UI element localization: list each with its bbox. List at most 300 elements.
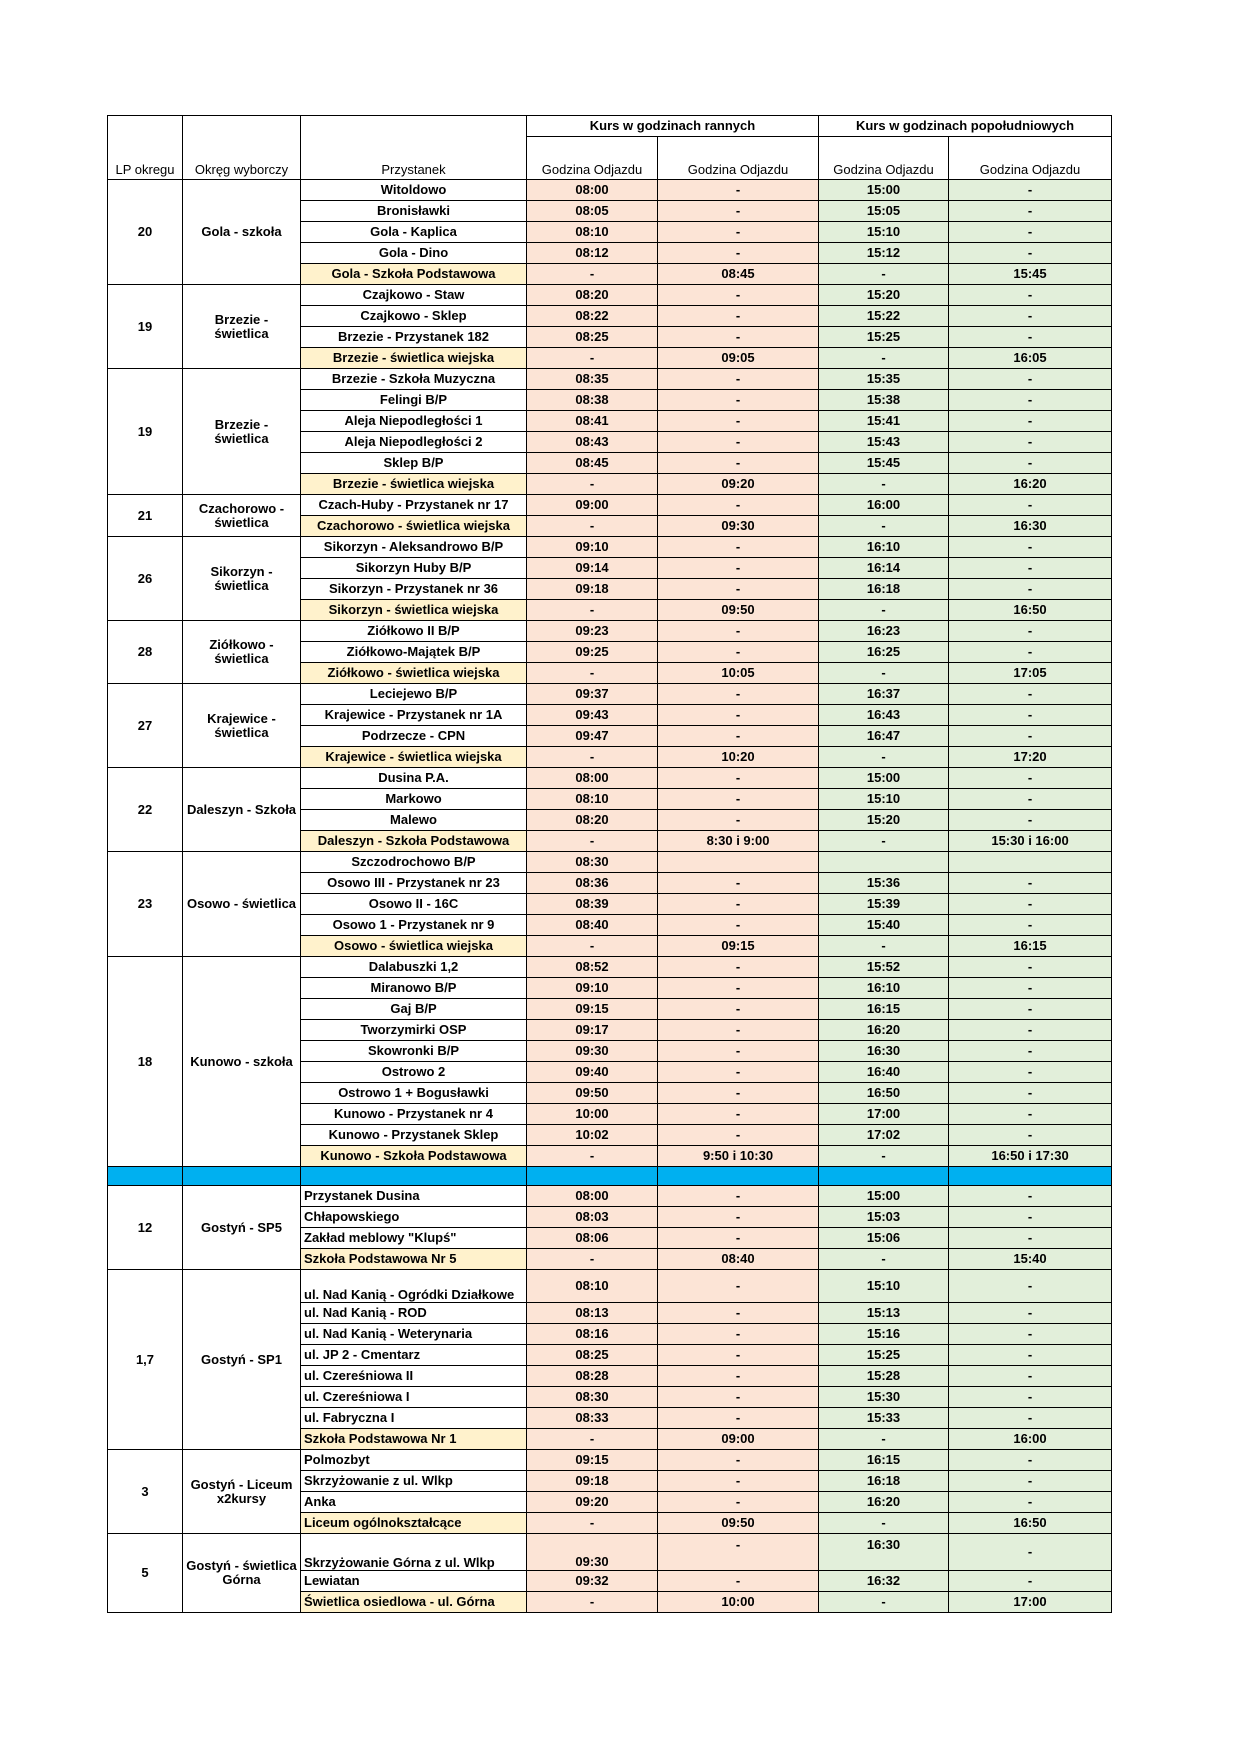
destination-stop: Czachorowo - świetlica wiejska bbox=[301, 516, 527, 537]
departure-afternoon-1: - bbox=[819, 1513, 949, 1534]
departure-afternoon-1: 16:47 bbox=[819, 726, 949, 747]
departure-afternoon-1: 16:50 bbox=[819, 1083, 949, 1104]
departure-afternoon-1: - bbox=[819, 516, 949, 537]
district-number: 23 bbox=[108, 852, 183, 957]
departure-morning-2: - bbox=[658, 810, 819, 831]
departure-morning-1: 08:06 bbox=[527, 1228, 658, 1249]
departure-afternoon-2: - bbox=[949, 243, 1112, 264]
departure-afternoon-2: - bbox=[949, 873, 1112, 894]
stop-name: Aleja Niepodległości 2 bbox=[301, 432, 527, 453]
departure-afternoon-2: - bbox=[949, 621, 1112, 642]
stop-name: Tworzymirki OSP bbox=[301, 1020, 527, 1041]
header-lp: LP okregu bbox=[108, 116, 183, 180]
destination-stop: Gola - Szkoła Podstawowa bbox=[301, 264, 527, 285]
departure-afternoon-1: 16:20 bbox=[819, 1020, 949, 1041]
departure-afternoon-2: - bbox=[949, 1345, 1112, 1366]
departure-afternoon-2: - bbox=[949, 1020, 1112, 1041]
departure-afternoon-2: - bbox=[949, 705, 1112, 726]
departure-morning-2: - bbox=[658, 1228, 819, 1249]
departure-afternoon-2: - bbox=[949, 1471, 1112, 1492]
district-number: 26 bbox=[108, 537, 183, 621]
departure-morning-2: - bbox=[658, 1471, 819, 1492]
departure-afternoon-1: 15:38 bbox=[819, 390, 949, 411]
stop-name: Sikorzyn - Aleksandrowo B/P bbox=[301, 537, 527, 558]
departure-morning-2: - bbox=[658, 579, 819, 600]
departure-afternoon-1: 15:33 bbox=[819, 1408, 949, 1429]
departure-afternoon-2: - bbox=[949, 1207, 1112, 1228]
header-dep-afternoon-1: Godzina Odjazdu bbox=[819, 137, 949, 180]
departure-morning-1: 09:47 bbox=[527, 726, 658, 747]
departure-afternoon-2: - bbox=[949, 1324, 1112, 1345]
departure-morning-2: - bbox=[658, 873, 819, 894]
section-separator bbox=[108, 1167, 1112, 1186]
departure-afternoon-2: - bbox=[949, 894, 1112, 915]
stop-name: Kunowo - Przystanek Sklep bbox=[301, 1125, 527, 1146]
district-number: 21 bbox=[108, 495, 183, 537]
stop-name: Skrzyżowanie z ul. Wlkp bbox=[301, 1471, 527, 1492]
stop-name: Lewiatan bbox=[301, 1571, 527, 1592]
departure-morning-2: - bbox=[658, 222, 819, 243]
stop-name: Szczodrochowo B/P bbox=[301, 852, 527, 873]
departure-morning-1: 10:02 bbox=[527, 1125, 658, 1146]
departure-morning-1: - bbox=[527, 474, 658, 495]
departure-afternoon-2: - bbox=[949, 306, 1112, 327]
district-number: 19 bbox=[108, 369, 183, 495]
stop-name: Witoldowo bbox=[301, 180, 527, 201]
departure-afternoon-2: 15:45 bbox=[949, 264, 1112, 285]
destination-stop: Liceum ogólnokształcące bbox=[301, 1513, 527, 1534]
departure-morning-2: - bbox=[658, 705, 819, 726]
district-number: 19 bbox=[108, 285, 183, 369]
header-stop: Przystanek bbox=[301, 116, 527, 180]
district-name: Ziółkowo - świetlica bbox=[183, 621, 301, 684]
departure-morning-1: 08:41 bbox=[527, 411, 658, 432]
departure-afternoon-2: 17:05 bbox=[949, 663, 1112, 684]
stop-name: Sikorzyn Huby B/P bbox=[301, 558, 527, 579]
departure-morning-1: - bbox=[527, 663, 658, 684]
departure-morning-1: - bbox=[527, 1249, 658, 1270]
header-row-groups bbox=[108, 116, 1112, 137]
departure-morning-1: 08:13 bbox=[527, 1303, 658, 1324]
departure-morning-2: 09:00 bbox=[658, 1429, 819, 1450]
departure-morning-1: 09:50 bbox=[527, 1083, 658, 1104]
departure-afternoon-1: 16:10 bbox=[819, 537, 949, 558]
departure-afternoon-2: - bbox=[949, 1450, 1112, 1471]
departure-morning-2: - bbox=[658, 1041, 819, 1062]
departure-afternoon-1: 15:12 bbox=[819, 243, 949, 264]
departure-morning-2: - bbox=[658, 1186, 819, 1207]
departure-afternoon-1: 15:28 bbox=[819, 1366, 949, 1387]
departure-morning-1: 08:20 bbox=[527, 285, 658, 306]
table-row bbox=[108, 537, 1112, 558]
departure-afternoon-2: - bbox=[949, 432, 1112, 453]
departure-morning-2: - bbox=[658, 1104, 819, 1125]
district-name: Gostyń - SP1 bbox=[183, 1270, 301, 1450]
departure-afternoon-1: 16:25 bbox=[819, 642, 949, 663]
departure-afternoon-1: - bbox=[819, 1146, 949, 1167]
stop-name: Skrzyżowanie Górna z ul. Wlkp bbox=[301, 1534, 527, 1571]
stop-name: Chłapowskiego bbox=[301, 1207, 527, 1228]
departure-morning-1: 09:32 bbox=[527, 1571, 658, 1592]
departure-afternoon-2: - bbox=[949, 285, 1112, 306]
departure-morning-1: 09:14 bbox=[527, 558, 658, 579]
departure-morning-2: - bbox=[658, 768, 819, 789]
departure-morning-1: - bbox=[527, 1592, 658, 1613]
stop-name: Czajkowo - Staw bbox=[301, 285, 527, 306]
departure-afternoon-2: - bbox=[949, 537, 1112, 558]
departure-morning-1: 09:17 bbox=[527, 1020, 658, 1041]
departure-afternoon-1: 16:18 bbox=[819, 579, 949, 600]
departure-afternoon-1: 15:45 bbox=[819, 453, 949, 474]
departure-afternoon-1: 15:03 bbox=[819, 1207, 949, 1228]
departure-morning-2: 09:15 bbox=[658, 936, 819, 957]
departure-morning-2: - bbox=[658, 243, 819, 264]
departure-morning-2: - bbox=[658, 621, 819, 642]
stop-name: Osowo II - 16C bbox=[301, 894, 527, 915]
district-name: Gostyń - Liceum x2kursy bbox=[183, 1450, 301, 1534]
district-name: Brzezie - świetlica bbox=[183, 369, 301, 495]
departure-afternoon-2: - bbox=[949, 1303, 1112, 1324]
departure-afternoon-1: 17:00 bbox=[819, 1104, 949, 1125]
departure-afternoon-1: 16:18 bbox=[819, 1471, 949, 1492]
departure-morning-2: - bbox=[658, 285, 819, 306]
district-number: 3 bbox=[108, 1450, 183, 1534]
departure-morning-1: - bbox=[527, 516, 658, 537]
destination-stop: Krajewice - świetlica wiejska bbox=[301, 747, 527, 768]
departure-morning-2: - bbox=[658, 915, 819, 936]
departure-morning-2: - bbox=[658, 1207, 819, 1228]
departure-morning-1: 09:23 bbox=[527, 621, 658, 642]
departure-afternoon-2: 16:15 bbox=[949, 936, 1112, 957]
departure-afternoon-2: - bbox=[949, 957, 1112, 978]
separator-cell bbox=[819, 1167, 949, 1186]
stop-name: Gola - Kaplica bbox=[301, 222, 527, 243]
departure-morning-1: 09:15 bbox=[527, 999, 658, 1020]
district-name: Osowo - świetlica bbox=[183, 852, 301, 957]
departure-afternoon-2: 16:30 bbox=[949, 516, 1112, 537]
departure-morning-1: 08:35 bbox=[527, 369, 658, 390]
departure-afternoon-1: - bbox=[819, 600, 949, 621]
departure-afternoon-1: - bbox=[819, 1592, 949, 1613]
table-row bbox=[108, 852, 1112, 873]
stop-name: Osowo III - Przystanek nr 23 bbox=[301, 873, 527, 894]
timetable-sheet bbox=[107, 115, 1111, 1613]
stop-name: ul. Nad Kanią - ROD bbox=[301, 1303, 527, 1324]
departure-morning-2: - bbox=[658, 1083, 819, 1104]
departure-afternoon-1: 15:40 bbox=[819, 915, 949, 936]
departure-afternoon-2: - bbox=[949, 180, 1112, 201]
departure-morning-2: - bbox=[658, 1345, 819, 1366]
departure-morning-2: - bbox=[658, 1387, 819, 1408]
departure-morning-2: - bbox=[658, 726, 819, 747]
departure-afternoon-2: - bbox=[949, 1534, 1112, 1571]
departure-morning-2: - bbox=[658, 558, 819, 579]
stop-name: Brzezie - Przystanek 182 bbox=[301, 327, 527, 348]
separator-cell bbox=[183, 1167, 301, 1186]
departure-afternoon-1: 16:32 bbox=[819, 1571, 949, 1592]
stop-name: Podrzecze - CPN bbox=[301, 726, 527, 747]
stop-name: Dusina P.A. bbox=[301, 768, 527, 789]
departure-afternoon-1: - bbox=[819, 1429, 949, 1450]
table-row bbox=[108, 768, 1112, 789]
table-row bbox=[108, 369, 1112, 390]
stop-name: Dalabuszki 1,2 bbox=[301, 957, 527, 978]
departure-morning-1: 09:00 bbox=[527, 495, 658, 516]
departure-afternoon-2: - bbox=[949, 999, 1112, 1020]
departure-morning-1: - bbox=[527, 747, 658, 768]
departure-morning-2: - bbox=[658, 327, 819, 348]
departure-afternoon-1: 16:30 bbox=[819, 1534, 949, 1571]
departure-morning-2: - bbox=[658, 432, 819, 453]
departure-afternoon-2: - bbox=[949, 1228, 1112, 1249]
departure-morning-2: 09:50 bbox=[658, 1513, 819, 1534]
district-name: Gola - szkoła bbox=[183, 180, 301, 285]
departure-morning-2: 10:20 bbox=[658, 747, 819, 768]
departure-afternoon-2: - bbox=[949, 978, 1112, 999]
departure-morning-2: - bbox=[658, 369, 819, 390]
departure-morning-1: 09:37 bbox=[527, 684, 658, 705]
departure-afternoon-2: - bbox=[949, 915, 1112, 936]
departure-morning-2: 09:05 bbox=[658, 348, 819, 369]
departure-afternoon-1: 15:30 bbox=[819, 1387, 949, 1408]
departure-morning-1: 08:00 bbox=[527, 768, 658, 789]
departure-afternoon-2: - bbox=[949, 327, 1112, 348]
departure-morning-2: - bbox=[658, 411, 819, 432]
departure-morning-1: 08:39 bbox=[527, 894, 658, 915]
departure-afternoon-1: 16:20 bbox=[819, 1492, 949, 1513]
departure-morning-1: 08:36 bbox=[527, 873, 658, 894]
departure-afternoon-1: 16:43 bbox=[819, 705, 949, 726]
departure-morning-2: - bbox=[658, 999, 819, 1020]
stop-name: Markowo bbox=[301, 789, 527, 810]
district-number: 12 bbox=[108, 1186, 183, 1270]
departure-morning-1: 08:52 bbox=[527, 957, 658, 978]
departure-afternoon-2: - bbox=[949, 1408, 1112, 1429]
departure-afternoon-2: 16:05 bbox=[949, 348, 1112, 369]
table-row bbox=[108, 1186, 1112, 1207]
departure-afternoon-2: - bbox=[949, 222, 1112, 243]
departure-afternoon-2: - bbox=[949, 810, 1112, 831]
stop-name: Krajewice - Przystanek nr 1A bbox=[301, 705, 527, 726]
departure-morning-2: - bbox=[658, 390, 819, 411]
departure-morning-2: - bbox=[658, 1303, 819, 1324]
departure-afternoon-2: - bbox=[949, 1104, 1112, 1125]
stop-name: Anka bbox=[301, 1492, 527, 1513]
header-district: Okręg wyborczy bbox=[183, 116, 301, 180]
departure-morning-1: 08:00 bbox=[527, 180, 658, 201]
departure-afternoon-1: 17:02 bbox=[819, 1125, 949, 1146]
district-name: Krajewice - świetlica bbox=[183, 684, 301, 768]
departure-morning-2: - bbox=[658, 1408, 819, 1429]
stop-name: ul. Nad Kanią - Ogródki Działkowe bbox=[301, 1270, 527, 1303]
stop-name: ul. Nad Kanią - Weterynaria bbox=[301, 1324, 527, 1345]
departure-morning-1: 09:10 bbox=[527, 537, 658, 558]
header-dep-morning-1: Godzina Odjazdu bbox=[527, 137, 658, 180]
stop-name: Sikorzyn - Przystanek nr 36 bbox=[301, 579, 527, 600]
departure-afternoon-2: - bbox=[949, 453, 1112, 474]
departure-afternoon-2 bbox=[949, 852, 1112, 873]
departure-afternoon-1: - bbox=[819, 1249, 949, 1270]
departure-afternoon-1: 15:10 bbox=[819, 789, 949, 810]
table-row bbox=[108, 684, 1112, 705]
departure-afternoon-1: 15:39 bbox=[819, 894, 949, 915]
table-row bbox=[108, 1450, 1112, 1471]
departure-afternoon-2: 16:00 bbox=[949, 1429, 1112, 1450]
departure-morning-1: 08:03 bbox=[527, 1207, 658, 1228]
departure-afternoon-2: - bbox=[949, 1125, 1112, 1146]
departure-morning-1: 08:28 bbox=[527, 1366, 658, 1387]
district-name: Brzezie - świetlica bbox=[183, 285, 301, 369]
departure-afternoon-2: 15:40 bbox=[949, 1249, 1112, 1270]
table-row bbox=[108, 495, 1112, 516]
header-dep-morning-2: Godzina Odjazdu bbox=[658, 137, 819, 180]
departure-afternoon-2: - bbox=[949, 642, 1112, 663]
table-row bbox=[108, 621, 1112, 642]
departure-morning-1: 08:40 bbox=[527, 915, 658, 936]
departure-afternoon-1: 16:23 bbox=[819, 621, 949, 642]
departure-morning-1: 08:00 bbox=[527, 1186, 658, 1207]
departure-morning-1: 09:43 bbox=[527, 705, 658, 726]
departure-afternoon-1: 15:25 bbox=[819, 1345, 949, 1366]
departure-afternoon-1: 16:14 bbox=[819, 558, 949, 579]
stop-name: Przystanek Dusina bbox=[301, 1186, 527, 1207]
departure-afternoon-1: 15:20 bbox=[819, 810, 949, 831]
departure-afternoon-2: - bbox=[949, 789, 1112, 810]
destination-stop: Kunowo - Szkoła Podstawowa bbox=[301, 1146, 527, 1167]
stop-name: ul. Czereśniowa I bbox=[301, 1387, 527, 1408]
departure-morning-1: 09:20 bbox=[527, 1492, 658, 1513]
district-number: 18 bbox=[108, 957, 183, 1167]
departure-afternoon-2: - bbox=[949, 201, 1112, 222]
departure-morning-2: - bbox=[658, 306, 819, 327]
stop-name: Miranowo B/P bbox=[301, 978, 527, 999]
departure-morning-2: - bbox=[658, 1571, 819, 1592]
separator-cell bbox=[301, 1167, 527, 1186]
departure-morning-1: 09:40 bbox=[527, 1062, 658, 1083]
departure-morning-1: 08:25 bbox=[527, 1345, 658, 1366]
destination-stop: Osowo - świetlica wiejska bbox=[301, 936, 527, 957]
stop-name: Czajkowo - Sklep bbox=[301, 306, 527, 327]
table-row bbox=[108, 1270, 1112, 1303]
departure-afternoon-1: 15:10 bbox=[819, 222, 949, 243]
departure-afternoon-1: 15:00 bbox=[819, 1186, 949, 1207]
departure-morning-1: - bbox=[527, 936, 658, 957]
stop-name: Malewo bbox=[301, 810, 527, 831]
departure-morning-2: - bbox=[658, 537, 819, 558]
departure-afternoon-2: - bbox=[949, 411, 1112, 432]
departure-afternoon-1: 16:00 bbox=[819, 495, 949, 516]
stop-name: Kunowo - Przystanek nr 4 bbox=[301, 1104, 527, 1125]
departure-afternoon-2: - bbox=[949, 1186, 1112, 1207]
departure-afternoon-2: 17:00 bbox=[949, 1592, 1112, 1613]
departure-morning-1: 08:30 bbox=[527, 1387, 658, 1408]
departure-morning-1: 08:16 bbox=[527, 1324, 658, 1345]
departure-afternoon-2: 17:20 bbox=[949, 747, 1112, 768]
destination-stop: Brzezie - świetlica wiejska bbox=[301, 348, 527, 369]
departure-afternoon-2: - bbox=[949, 558, 1112, 579]
departure-afternoon-1: - bbox=[819, 831, 949, 852]
departure-afternoon-1: 16:30 bbox=[819, 1041, 949, 1062]
stop-name: ul. JP 2 - Cmentarz bbox=[301, 1345, 527, 1366]
header-afternoon-group: Kurs w godzinach popołudniowych bbox=[819, 116, 1112, 137]
departure-afternoon-1: 15:41 bbox=[819, 411, 949, 432]
departure-morning-1: 09:18 bbox=[527, 579, 658, 600]
stop-name: Ostrowo 2 bbox=[301, 1062, 527, 1083]
stop-name: Gaj B/P bbox=[301, 999, 527, 1020]
departure-afternoon-1: - bbox=[819, 663, 949, 684]
departure-afternoon-1: 15:22 bbox=[819, 306, 949, 327]
departure-afternoon-1: 15:00 bbox=[819, 768, 949, 789]
departure-morning-2: - bbox=[658, 978, 819, 999]
departure-afternoon-2: - bbox=[949, 495, 1112, 516]
header-dep-afternoon-2: Godzina Odjazdu bbox=[949, 137, 1112, 180]
departure-afternoon-1: 15:43 bbox=[819, 432, 949, 453]
destination-stop: Ziółkowo - świetlica wiejska bbox=[301, 663, 527, 684]
departure-morning-2: 10:00 bbox=[658, 1592, 819, 1613]
departure-morning-1: - bbox=[527, 600, 658, 621]
departure-afternoon-1: 16:40 bbox=[819, 1062, 949, 1083]
departure-afternoon-1: - bbox=[819, 348, 949, 369]
departure-morning-2: - bbox=[658, 684, 819, 705]
district-number: 28 bbox=[108, 621, 183, 684]
district-name: Gostyń - świetlica Górna bbox=[183, 1534, 301, 1613]
departure-morning-1: 08:43 bbox=[527, 432, 658, 453]
departure-morning-2: - bbox=[658, 1125, 819, 1146]
stop-name: Ziółkowo-Majątek B/P bbox=[301, 642, 527, 663]
stop-name: ul. Fabryczna I bbox=[301, 1408, 527, 1429]
header-morning-group: Kurs w godzinach rannych bbox=[527, 116, 819, 137]
departure-afternoon-1: 15:05 bbox=[819, 201, 949, 222]
departure-morning-1: - bbox=[527, 1429, 658, 1450]
departure-morning-1: 08:30 bbox=[527, 852, 658, 873]
departure-afternoon-1: 15:20 bbox=[819, 285, 949, 306]
departure-morning-2: - bbox=[658, 789, 819, 810]
district-name: Sikorzyn - świetlica bbox=[183, 537, 301, 621]
stop-name: ul. Czereśniowa II bbox=[301, 1366, 527, 1387]
departure-morning-2 bbox=[658, 852, 819, 873]
departure-afternoon-1: 15:13 bbox=[819, 1303, 949, 1324]
stop-name: Felingi B/P bbox=[301, 390, 527, 411]
district-number: 22 bbox=[108, 768, 183, 852]
timetable-body bbox=[108, 180, 1112, 1613]
destination-stop: Sikorzyn - świetlica wiejska bbox=[301, 600, 527, 621]
departure-afternoon-2: - bbox=[949, 1041, 1112, 1062]
stop-name: Brzezie - Szkoła Muzyczna bbox=[301, 369, 527, 390]
departure-morning-1: 08:12 bbox=[527, 243, 658, 264]
departure-morning-2: - bbox=[658, 180, 819, 201]
departure-morning-1: 09:15 bbox=[527, 1450, 658, 1471]
district-name: Gostyń - SP5 bbox=[183, 1186, 301, 1270]
departure-afternoon-1: - bbox=[819, 747, 949, 768]
timetable bbox=[107, 115, 1112, 1613]
departure-afternoon-2: - bbox=[949, 1062, 1112, 1083]
departure-afternoon-1: 15:52 bbox=[819, 957, 949, 978]
stop-name: Polmozbyt bbox=[301, 1450, 527, 1471]
departure-morning-1: 08:10 bbox=[527, 222, 658, 243]
stop-name: Ziółkowo II B/P bbox=[301, 621, 527, 642]
departure-morning-1: - bbox=[527, 1513, 658, 1534]
departure-afternoon-2: 16:50 bbox=[949, 1513, 1112, 1534]
district-number: 1,7 bbox=[108, 1270, 183, 1450]
departure-afternoon-2: - bbox=[949, 369, 1112, 390]
departure-afternoon-2: - bbox=[949, 1571, 1112, 1592]
departure-morning-2: 09:30 bbox=[658, 516, 819, 537]
departure-morning-2: - bbox=[658, 1366, 819, 1387]
departure-afternoon-2: - bbox=[949, 684, 1112, 705]
departure-afternoon-2: - bbox=[949, 1366, 1112, 1387]
departure-morning-2: 09:50 bbox=[658, 600, 819, 621]
departure-morning-2: - bbox=[658, 642, 819, 663]
